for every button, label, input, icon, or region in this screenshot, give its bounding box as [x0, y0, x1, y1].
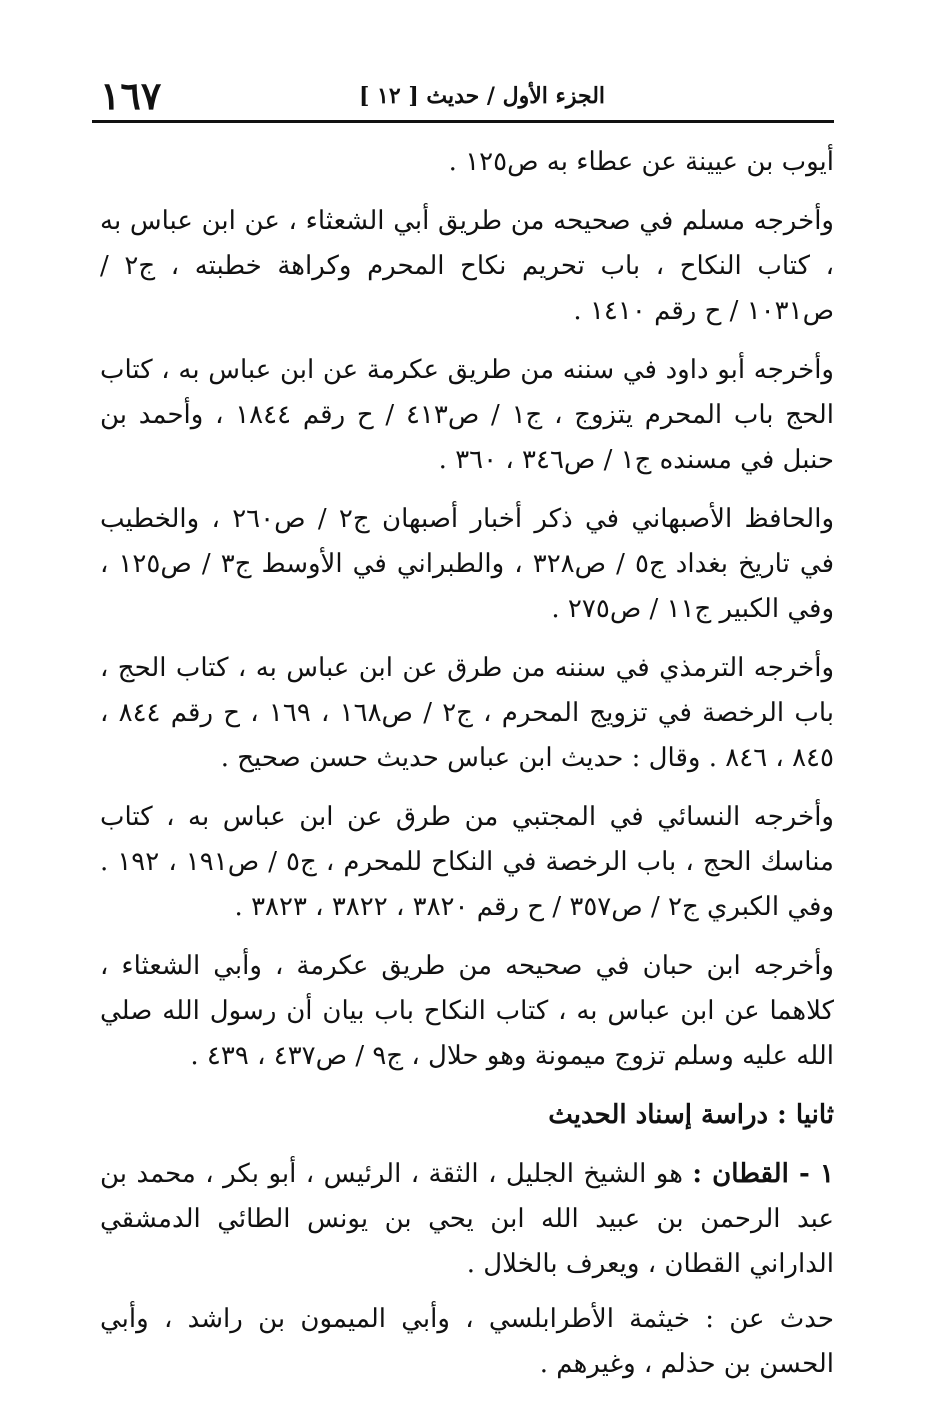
header-divider	[92, 120, 834, 123]
page-number: ١٦٧	[100, 73, 162, 118]
section-heading: ثانيا : دراسة إسناد الحديث	[548, 1100, 834, 1130]
paragraph-3: وأخرجه أبو داود في سننه من طريق عكرمة عن ابن عباس به ، كتاب الحج باب المحرم يتزوج ، ج١ / ص٤١٣ / ح رقم ١٨٤٤ ، وأحمد بن حنبل في مسنده ج١ / ص٣٤٦ ، ٣٦٠ .	[100, 355, 835, 475]
last-paragraph: حدث عن : خيثمة الأطرابلسي ، وأبي الميمون بن راشد ، وأبي الحسن بن حذلم ، وغيرهم .	[100, 1304, 834, 1379]
narrator-entry	[100, 1152, 834, 1287]
paragraph-4: والحافظ الأصبهاني في ذكر أخبار أصبهان ج٢ / ص٢٦٠ ، والخطيب في تاريخ بغداد ج٥ / ص٣٢٨ ، والطبراني في الأوسط ج٣ / ص١٢٥ ، وفي الكبير ج١١ / ص٢٧٥ .	[100, 504, 835, 624]
narrator-entry-text: هو الشيخ الجليل ، الثقة ، الرئيس ، أبو بكر ، محمد بن عبد الرحمن بن عبيد الله ابن يحي بن يونس الطائي الدمشقي الداراني القطان ، ويعرف بالخلال .	[100, 1159, 834, 1279]
paragraph-1: أيوب بن عيينة عن عطاء به ص١٢٥ .	[448, 147, 834, 177]
page-header	[92, 72, 834, 120]
paragraph-6: وأخرجه النسائي في المجتبي من طرق عن ابن عباس به ، كتاب مناسك الحج ، باب الرخصة في النكاح للمحرم ، ج٥ / ص١٩١ ، ١٩٢ . وفي الكبري ج٢ / ص٣٥٧ / ح رقم ٣٨٢٠ ، ٣٨٢٢ ، ٣٨٢٣ .	[100, 802, 834, 922]
narrator-entry-lead: ١ - القطان :	[692, 1159, 835, 1189]
paragraph-7: وأخرجه ابن حبان في صحيحه من طريق عكرمة ، وأبي الشعثاء ، كلاهما عن ابن عباس به ، كتاب النكاح باب بيان أن رسول الله صلي الله عليه وسلم تزوج ميمونة وهو حلال ، ج٩ / ص٤٣٧ ، ٤٣٩ .	[100, 951, 835, 1071]
running-title: الجزء الأول / حديث [ ١٢ ]	[358, 83, 606, 109]
paragraph-2: وأخرجه مسلم في صحيحه من طريق أبي الشعثاء ، عن ابن عباس به ، كتاب النكاح ، باب تحريم نكاح المحرم وكراهة خطبته ، ج٢ / ص١٠٣١ / ح رقم ١٤١٠ .	[100, 206, 834, 326]
page-body	[100, 140, 834, 1401]
paragraph-5: وأخرجه الترمذي في سننه من طرق عن ابن عباس به ، كتاب الحج ، باب الرخصة في تزويج المحرم ، ج٢ / ص١٦٨ ، ١٦٩ ، ح رقم ٨٤٤ ، ٨٤٥ ، ٨٤٦ . وقال : حديث ابن عباس حديث حسن صحيح .	[100, 653, 835, 773]
